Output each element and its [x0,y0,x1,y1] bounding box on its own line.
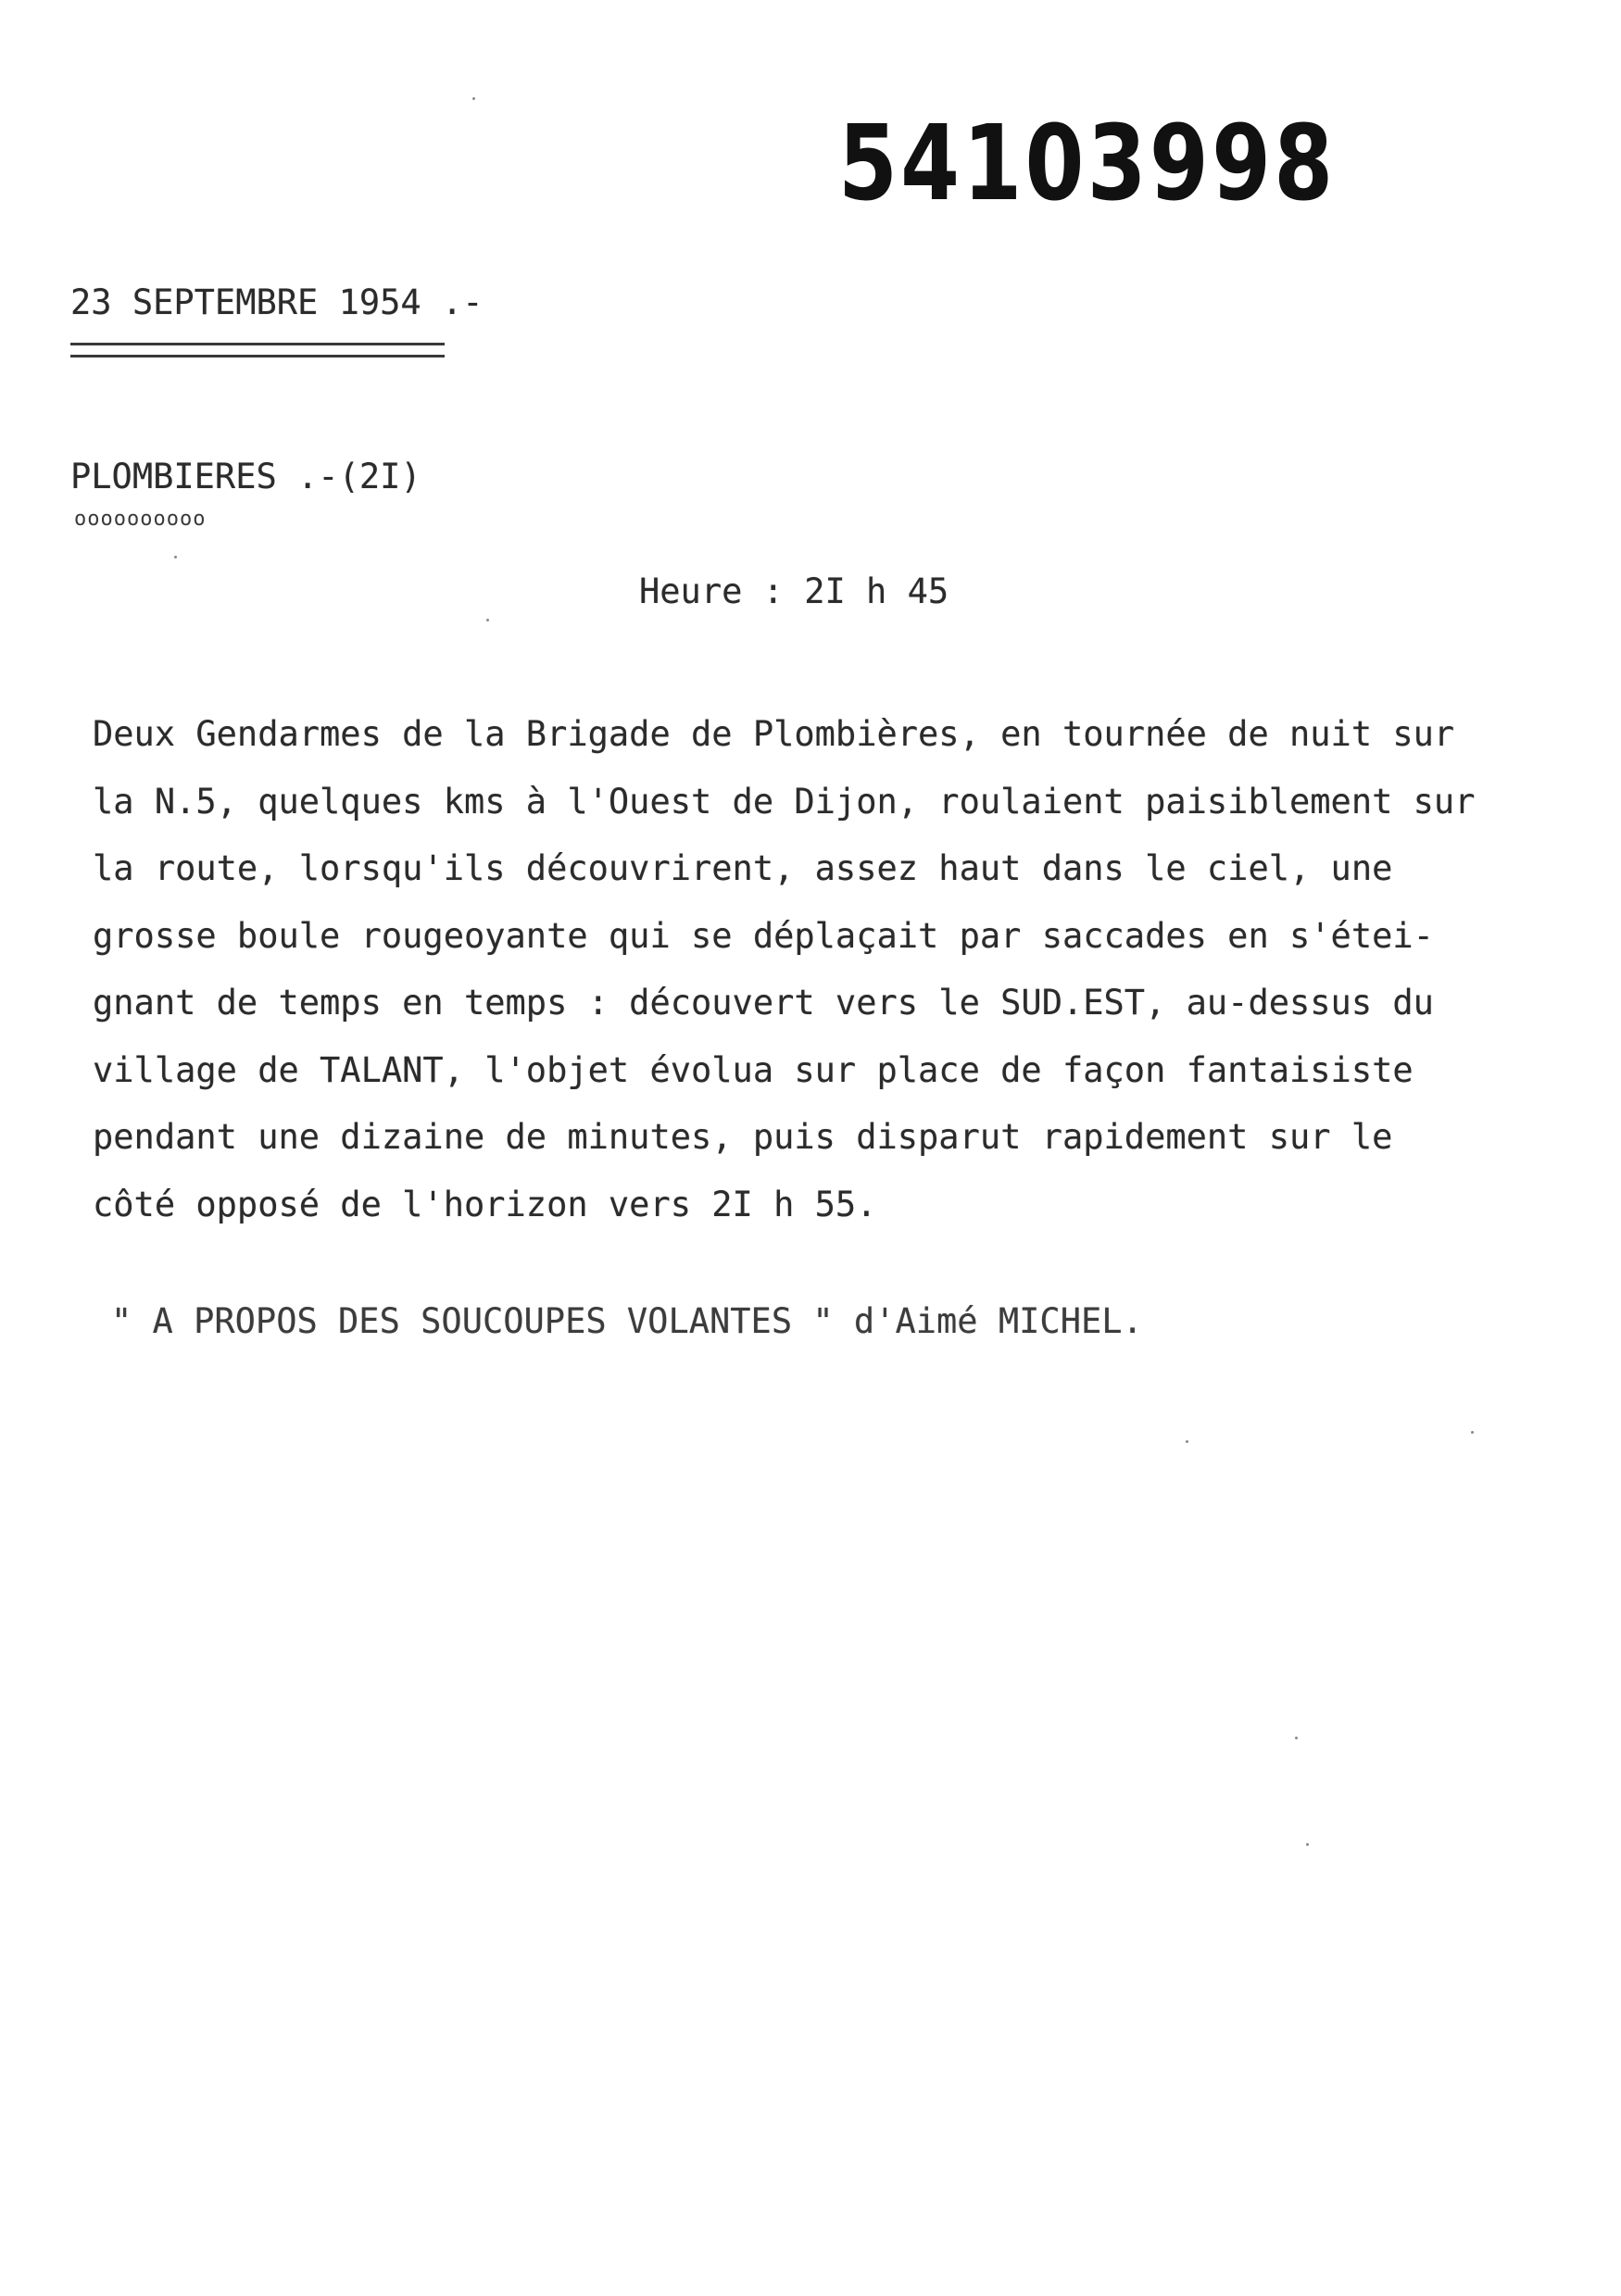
body-line: la route, lorsqu'ils découvrirent, assez haut dans le ciel, une [93,848,1393,888]
body-line: côté opposé de l'horizon vers 2I h 55. [93,1184,877,1224]
body-line: Deux Gendarmes de la Brigade de Plombières, en tournée de nuit sur [93,714,1455,754]
report-time: Heure : 2I h 45 [639,571,949,611]
scan-speck [1306,1843,1309,1846]
body-line: pendant une dizaine de minutes, puis disparut rapidement sur le [93,1117,1393,1157]
report-body [93,701,1538,1238]
scan-speck [174,556,177,558]
reference-number: 54103998 [838,104,1337,224]
report-place: PLOMBIERES .-(2I) [70,457,421,496]
scan-speck [1186,1440,1188,1443]
scan-speck [486,619,489,621]
place-underline: oooooooooo [74,508,207,531]
body-line: village de TALANT, l'objet évolua sur place de façon fantaisiste [93,1049,1414,1090]
scan-speck [1471,1431,1474,1434]
report-date: 23 SEPTEMBRE 1954 .- [70,282,484,322]
source-citation: " A PROPOS DES SOUCOUPES VOLANTES " d'Aimé MICHEL. [111,1301,1143,1341]
body-line: grosse boule rougeoyante qui se déplaçait par saccades en s'étei- [93,915,1434,956]
body-line: la N.5, quelques kms à l'Ouest de Dijon, roulaient paisiblement sur [93,781,1476,822]
scan-speck [1295,1737,1298,1739]
body-line: gnant de temps en temps : découvert vers le SUD.EST, au-dessus du [93,983,1434,1023]
scan-speck [472,97,475,100]
date-double-underline [70,343,445,358]
